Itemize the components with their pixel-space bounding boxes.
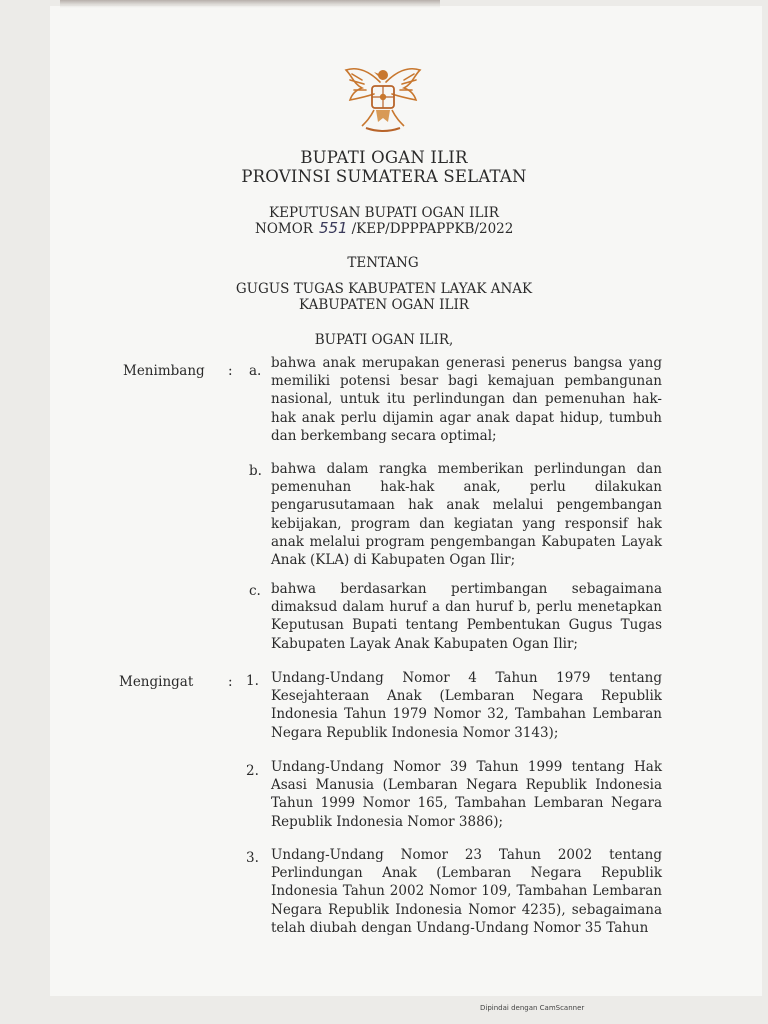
province-title: PROVINSI SUMATERA SELATAN <box>241 167 527 186</box>
list-item-marker: c. <box>249 583 261 599</box>
scan-edge-artifact <box>60 0 440 8</box>
decree-title: KEPUTUSAN BUPATI OGAN ILIR <box>269 205 499 221</box>
menimbang-item-c: bahwa berdasarkan pertimbangan sebagaimana dimaksud dalam huruf a dan huruf b, perlu menetapkan Keputusan Bupati tentang Pembentukan Gugus Tugas Kabupaten Layak Anak Kabupaten Ogan Ilir; <box>271 581 662 652</box>
tentang-heading: TENTANG <box>347 255 419 271</box>
garuda-emblem-icon <box>340 60 426 136</box>
mengingat-item-2: Undang-Undang Nomor 39 Tahun 1999 tentang Hak Asasi Manusia (Lembaran Negara Republik Indonesia Tahun 1999 Nomor 165, Tambahan Lembaran Negara Republik Indonesia Nomor 3886); <box>271 759 662 830</box>
list-item-marker: b. <box>249 463 262 479</box>
list-item-marker: a. <box>249 363 262 379</box>
menimbang-label: Menimbang <box>123 363 205 379</box>
menimbang-colon: : <box>228 363 233 379</box>
subject-line-2: KABUPATEN OGAN ILIR <box>299 297 469 313</box>
list-item-marker: 2. <box>246 763 259 779</box>
menimbang-item-a: bahwa anak merupakan generasi penerus bangsa yang memiliki potensi besar bagi kemajuan pembangunan nasional, untuk itu perlindungan dan pemenuhan hak-hak anak perlu dijamin agar anak dapat hidup, tumbuh dan berkembang secara optimal; <box>271 355 662 444</box>
issuer-heading: BUPATI OGAN ILIR, <box>314 332 454 348</box>
mengingat-label: Mengingat <box>119 674 194 690</box>
decree-number <box>255 219 513 237</box>
mengingat-item-1: Undang-Undang Nomor 4 Tahun 1979 tentang Kesejahteraan Anak (Lembaran Negara Republik Indonesia Tahun 1979 Nomor 32, Tambahan Lembaran Negara Republik Indonesia Nomor 3143); <box>271 670 662 741</box>
mengingat-colon: : <box>228 674 233 690</box>
mengingat-item-3: Undang-Undang Nomor 23 Tahun 2002 tentang Perlindungan Anak (Lembaran Negara Republik Indonesia Tahun 2002 Nomor 109, Tambahan Lembaran Negara Republik Indonesia Nomor 4235), sebagaimana telah diubah dengan Undang-Undang Nomor 35 Tahun <box>271 847 662 936</box>
list-item-marker: 3. <box>246 850 259 866</box>
regent-title: BUPATI OGAN ILIR <box>300 148 468 167</box>
scanner-watermark: Dipindai dengan CamScanner <box>480 1004 585 1012</box>
nomor-suffix: /KEP/DPPPAPPKB/2022 <box>351 221 514 237</box>
handwritten-number: 551 <box>318 219 348 237</box>
nomor-label: NOMOR <box>255 221 313 237</box>
menimbang-item-b: bahwa dalam rangka memberikan perlindungan dan pemenuhan hak-hak anak, perlu dilakukan pengarusutamaan hak anak melalui pengembangan kebijakan, program dan kegiatan yang responsif hak anak melalui program pengembangan Kabupaten Layak Anak (KLA) di Kabupaten Ogan Ilir; <box>271 461 662 569</box>
subject-line-1: GUGUS TUGAS KABUPATEN LAYAK ANAK <box>235 281 533 297</box>
list-item-marker: 1. <box>246 673 259 689</box>
